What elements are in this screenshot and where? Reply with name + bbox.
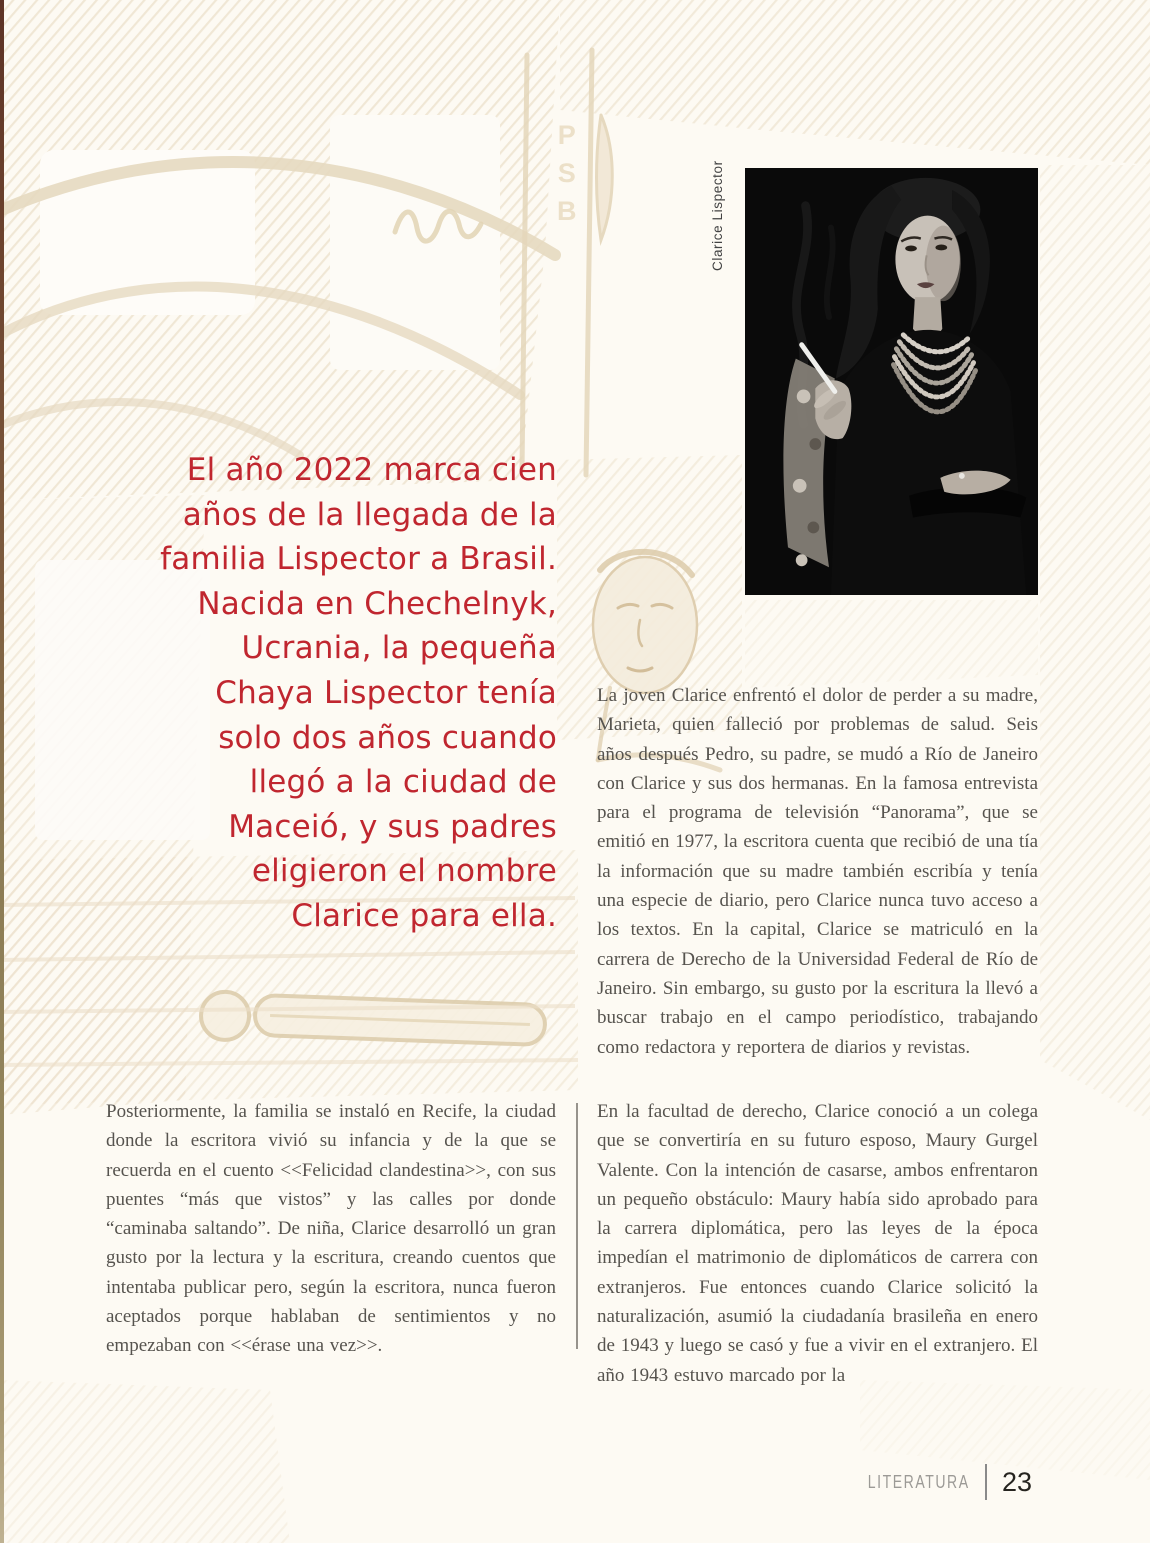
pull-quote-line: Clarice para ella.	[291, 897, 557, 934]
photo-credit: Clarice Lispector	[710, 160, 725, 271]
body	[831, 330, 1026, 595]
sketch-sign	[557, 116, 577, 230]
pull-quote-line: Chaya Lispector tenía	[215, 674, 557, 711]
pull-quote-line: años de la llegada de la	[182, 496, 557, 533]
pull-quote-line: El año 2022 marca cien	[186, 452, 557, 488]
column-divider	[576, 1103, 578, 1349]
footer-section-label: LITERATURA	[868, 1471, 970, 1492]
sketch-sign-letter: S	[557, 158, 576, 188]
portrait-illustration	[745, 168, 1038, 595]
left-edge-stripe	[0, 0, 4, 1543]
pull-quote-line: Ucrania, la pequeña	[241, 630, 557, 667]
article-paragraph-left: Posteriormente, la familia se instaló en Recife, la ciudad donde la escritora vivió su infancia y de la que se recuerda en el cuento <<Felicidad clandestina>>, con sus puentes “más que vistos” y las calles por donde “caminaba saltando”. De niña, Clarice desarrolló un gran gusto por la lectura y la escritura, creando cuentos que intentaba publicar pero, según la escritora, nunca fueron aceptados porque hablaban de sentimientos y no empezaban con <<érase una vez>>.	[106, 1101, 556, 1357]
article-paragraph-right: En la facultad de derecho, Clarice conoció a un colega que se convertiría en su futuro esposo, Maury Gurgel Valente. Con la intención de casarse, ambos enfrentaron un pequeño obstáculo: Maury había sido aprobado para la carrera diplomática, pero las leyes de la época impedían el matrimonio de diplomáticos de carrera con extranjeros. Fue entonces cuando Clarice solicitó la naturalización, asumió la ciudadanía brasileña en enero de 1943 y luego se casó y fue a vivir en el extranjero. El año 1943 estuvo marcado por la	[597, 1101, 1038, 1386]
pull-quote-line: eligieron el nombre	[251, 853, 557, 890]
footer-divider	[985, 1464, 987, 1500]
pull-quote-line: llegó a la ciudad de	[249, 764, 557, 801]
pull-quote	[37, 448, 557, 939]
sketch-sign-letter: B	[557, 196, 577, 226]
article-paragraph-intro: La joven Clarice enfrentó el dolor de perder a su madre, Marieta, quien falleció por problemas de salud. Seis años después Pedro, su padre, se mudó a Río de Janeiro con Clarice y sus dos hermanas. En la famosa entrevista para el programa de televisión “Panorama”, que se emitió en 1977, la escritora cuenta que recibió de una tía la información que su madre también escribía y tenía una especie de diario, pero Clarice nunca tuvo acceso a los textos. En la capital, Clarice se matriculó en la carrera de Derecho de la Universidad Federal de Río de Janeiro. Sin embargo, su gusto por la escritura la llevó a buscar trabajo en el campo periodístico, trabajando como redactora y reportera de diarios y revistas.	[597, 685, 1038, 1058]
pull-quote-line: familia Lispector a Brasil.	[160, 541, 557, 578]
pull-quote-line: Nacida en Chechelnyk,	[197, 585, 557, 622]
clarice-lispector-photo	[745, 168, 1038, 595]
pull-quote-line: Maceió, y sus padres	[228, 808, 557, 845]
footer-page-number: 23	[1001, 1466, 1032, 1497]
sketch-sign-letter: P	[557, 120, 576, 150]
page-footer	[839, 1462, 1032, 1502]
pull-quote-line: solo dos años cuando	[218, 719, 557, 756]
